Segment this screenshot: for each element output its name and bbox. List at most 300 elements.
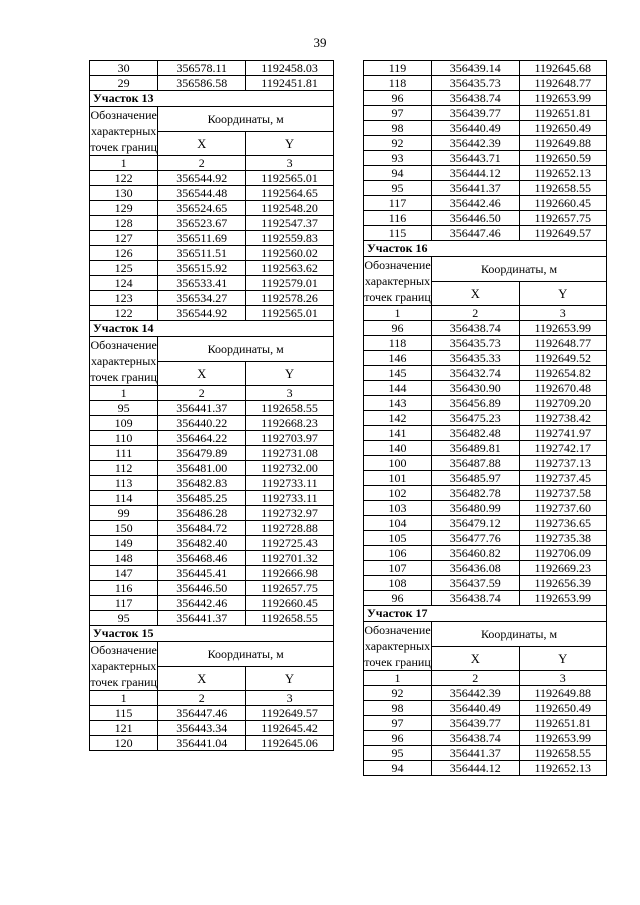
table-row	[90, 611, 334, 626]
table-row	[90, 581, 334, 596]
coordinate-y: 1192660.45	[246, 596, 334, 611]
page-number: 39	[313, 35, 327, 50]
column-number: 2	[432, 671, 519, 686]
table-row	[364, 456, 607, 471]
point-number: 98	[364, 701, 432, 716]
right-column	[363, 60, 607, 776]
header-point-designation: Обозначение характерных точек границ	[90, 643, 157, 689]
point-number: 92	[364, 136, 432, 151]
header-coordinates: Координаты, м	[432, 622, 607, 647]
coordinate-y: 1192657.75	[246, 581, 334, 596]
point-number: 144	[364, 381, 432, 396]
coordinate-x: 356515.92	[158, 261, 246, 276]
point-number: 129	[90, 201, 158, 216]
section-title-row	[90, 321, 334, 337]
point-number: 118	[364, 336, 432, 351]
header-row	[364, 257, 607, 282]
column-number: 2	[158, 156, 246, 171]
coordinate-x: 356477.76	[432, 531, 519, 546]
column-number: 3	[519, 671, 607, 686]
table-row	[364, 321, 607, 336]
table-row	[364, 701, 607, 716]
table-row	[364, 531, 607, 546]
point-number: 121	[90, 721, 158, 736]
point-number: 104	[364, 516, 432, 531]
column-number: 1	[364, 671, 432, 686]
coordinate-x: 356482.48	[432, 426, 519, 441]
column-number: 1	[90, 156, 158, 171]
coordinate-y: 1192547.37	[246, 216, 334, 231]
point-number: 122	[90, 306, 158, 321]
table-row	[90, 706, 334, 721]
coordinate-y: 1192731.08	[246, 446, 334, 461]
coordinate-x: 356442.39	[432, 686, 519, 701]
point-number: 141	[364, 426, 432, 441]
header-y: Y	[246, 667, 334, 691]
point-number: 106	[364, 546, 432, 561]
section-title-row	[364, 241, 607, 257]
point-number: 112	[90, 461, 158, 476]
column-number-row	[90, 156, 334, 171]
coordinate-y: 1192658.55	[246, 611, 334, 626]
header-coordinates: Координаты, м	[158, 642, 334, 667]
coordinate-y: 1192565.01	[246, 306, 334, 321]
coordinate-x: 356482.78	[432, 486, 519, 501]
coordinate-y: 1192656.39	[519, 576, 607, 591]
point-number: 128	[90, 216, 158, 231]
section-title-row	[90, 91, 334, 107]
table-row	[364, 196, 607, 211]
coordinate-y: 1192737.58	[519, 486, 607, 501]
coordinate-y: 1192741.97	[519, 426, 607, 441]
point-number: 94	[364, 166, 432, 181]
header-point-designation: Обозначение характерных точек границ	[90, 108, 157, 154]
coordinate-y: 1192651.81	[519, 106, 607, 121]
coordinate-y: 1192709.20	[519, 396, 607, 411]
table-row	[364, 746, 607, 761]
coordinate-x: 356464.22	[158, 431, 246, 446]
coordinate-x: 356443.71	[432, 151, 519, 166]
point-number: 118	[364, 76, 432, 91]
table-row	[364, 336, 607, 351]
table-row	[90, 596, 334, 611]
column-number-row	[90, 386, 334, 401]
coordinate-x: 356446.50	[432, 211, 519, 226]
table-row	[90, 186, 334, 201]
coordinate-x: 356435.73	[432, 76, 519, 91]
table-row	[364, 426, 607, 441]
coordinate-x: 356578.11	[158, 61, 246, 76]
coordinate-y: 1192564.65	[246, 186, 334, 201]
coordinate-y: 1192649.88	[519, 136, 607, 151]
table-row	[90, 76, 334, 91]
coordinate-y: 1192736.65	[519, 516, 607, 531]
table-row	[90, 231, 334, 246]
coordinate-y: 1192706.09	[519, 546, 607, 561]
coordinate-y: 1192652.13	[519, 761, 607, 776]
coordinate-y: 1192658.55	[519, 181, 607, 196]
coordinate-y: 1192703.97	[246, 431, 334, 446]
table-row	[90, 446, 334, 461]
point-number: 126	[90, 246, 158, 261]
coordinate-y: 1192548.20	[246, 201, 334, 216]
coordinate-y: 1192701.32	[246, 551, 334, 566]
coordinate-y: 1192728.88	[246, 521, 334, 536]
column-number: 2	[432, 306, 519, 321]
coordinate-y: 1192658.55	[519, 746, 607, 761]
coordinate-x: 356534.27	[158, 291, 246, 306]
table-row	[364, 441, 607, 456]
coordinate-x: 356511.51	[158, 246, 246, 261]
coordinate-x: 356511.69	[158, 231, 246, 246]
table-row	[90, 506, 334, 521]
column-number: 2	[158, 691, 246, 706]
coordinate-y: 1192653.99	[519, 91, 607, 106]
point-number: 95	[90, 611, 158, 626]
coordinate-x: 356533.41	[158, 276, 246, 291]
coordinate-y: 1192653.99	[519, 731, 607, 746]
table-row	[90, 551, 334, 566]
table-row	[90, 491, 334, 506]
point-number: 115	[364, 226, 432, 241]
coordinate-y: 1192660.45	[519, 196, 607, 211]
coordinate-x: 356437.59	[432, 576, 519, 591]
section-title-row	[364, 606, 607, 622]
coordinate-x: 356456.89	[432, 396, 519, 411]
point-number: 113	[90, 476, 158, 491]
table-row	[364, 166, 607, 181]
coordinate-x: 356442.46	[158, 596, 246, 611]
point-number: 122	[90, 171, 158, 186]
point-number: 95	[364, 746, 432, 761]
coordinate-x: 356446.50	[158, 581, 246, 596]
coordinate-x: 356480.99	[432, 501, 519, 516]
point-number: 116	[90, 581, 158, 596]
table-row	[364, 351, 607, 366]
left-column	[89, 60, 334, 751]
header-point-designation: Обозначение характерных точек границ	[364, 258, 431, 304]
point-number: 107	[364, 561, 432, 576]
header-row	[364, 622, 607, 647]
table-row	[364, 61, 607, 76]
point-number: 127	[90, 231, 158, 246]
coordinate-y: 1192649.57	[246, 706, 334, 721]
table-row	[90, 216, 334, 231]
coordinate-y: 1192559.83	[246, 231, 334, 246]
coordinate-x: 356440.22	[158, 416, 246, 431]
point-number: 96	[364, 731, 432, 746]
column-number-row	[364, 671, 607, 686]
header-coordinates: Координаты, м	[158, 107, 334, 132]
coordinate-y: 1192651.81	[519, 716, 607, 731]
point-number: 143	[364, 396, 432, 411]
table-row	[364, 366, 607, 381]
coordinate-y: 1192733.11	[246, 476, 334, 491]
point-number: 95	[90, 401, 158, 416]
coordinate-x: 356523.67	[158, 216, 246, 231]
coordinate-y: 1192563.62	[246, 261, 334, 276]
point-number: 98	[364, 121, 432, 136]
table-row	[364, 91, 607, 106]
table-row	[364, 591, 607, 606]
point-number: 142	[364, 411, 432, 426]
point-number: 124	[90, 276, 158, 291]
header-coordinates: Координаты, м	[432, 257, 607, 282]
table-row	[364, 411, 607, 426]
coordinate-x: 356586.58	[158, 76, 246, 91]
table-row	[90, 521, 334, 536]
coordinate-x: 356438.74	[432, 91, 519, 106]
table-row	[364, 211, 607, 226]
coordinate-x: 356481.00	[158, 461, 246, 476]
point-number: 148	[90, 551, 158, 566]
point-number: 96	[364, 91, 432, 106]
table-row	[364, 136, 607, 151]
coordinate-x: 356485.97	[432, 471, 519, 486]
coordinate-x: 356475.23	[432, 411, 519, 426]
header-x: X	[432, 282, 519, 306]
point-number: 150	[90, 521, 158, 536]
coordinate-y: 1192565.01	[246, 171, 334, 186]
coordinate-y: 1192737.45	[519, 471, 607, 486]
coordinate-y: 1192735.38	[519, 531, 607, 546]
coordinate-x: 356439.77	[432, 106, 519, 121]
coordinate-x: 356438.74	[432, 321, 519, 336]
table-row	[90, 476, 334, 491]
coordinate-y: 1192725.43	[246, 536, 334, 551]
coordinate-y: 1192737.13	[519, 456, 607, 471]
point-number: 109	[90, 416, 158, 431]
point-number: 117	[364, 196, 432, 211]
coordinate-x: 356479.89	[158, 446, 246, 461]
header-point-designation: Обозначение характерных точек границ	[364, 623, 431, 669]
coordinate-x: 356442.46	[432, 196, 519, 211]
table-row	[364, 181, 607, 196]
header-row	[90, 337, 334, 362]
coordinate-y: 1192737.60	[519, 501, 607, 516]
point-number: 96	[364, 321, 432, 336]
coordinate-x: 356441.37	[158, 401, 246, 416]
point-number: 123	[90, 291, 158, 306]
coordinate-x: 356444.12	[432, 166, 519, 181]
coordinate-y: 1192560.02	[246, 246, 334, 261]
coordinate-x: 356524.65	[158, 201, 246, 216]
point-number: 114	[90, 491, 158, 506]
section-title-row	[90, 626, 334, 642]
table-row	[364, 151, 607, 166]
table-row	[364, 561, 607, 576]
table-row	[364, 546, 607, 561]
coordinate-x: 356436.08	[432, 561, 519, 576]
point-number: 97	[364, 106, 432, 121]
coordinate-x: 356460.82	[432, 546, 519, 561]
column-number: 3	[246, 691, 334, 706]
coordinate-y: 1192579.01	[246, 276, 334, 291]
point-number: 130	[90, 186, 158, 201]
table-row	[90, 276, 334, 291]
coordinate-y: 1192733.11	[246, 491, 334, 506]
point-number: 117	[90, 596, 158, 611]
table-row	[364, 716, 607, 731]
coordinate-x: 356544.48	[158, 186, 246, 201]
coordinate-x: 356489.81	[432, 441, 519, 456]
table-row	[90, 461, 334, 476]
coordinate-x: 356468.46	[158, 551, 246, 566]
coordinate-x: 356441.37	[432, 181, 519, 196]
coordinate-x: 356447.46	[158, 706, 246, 721]
point-number: 97	[364, 716, 432, 731]
coordinate-x: 356442.39	[432, 136, 519, 151]
table-row	[90, 171, 334, 186]
coordinate-y: 1192649.52	[519, 351, 607, 366]
coordinate-y: 1192668.23	[246, 416, 334, 431]
coordinate-y: 1192650.49	[519, 701, 607, 716]
coordinate-x: 356439.14	[432, 61, 519, 76]
table-row	[90, 201, 334, 216]
coordinate-y: 1192666.98	[246, 566, 334, 581]
header-x: X	[158, 362, 246, 386]
coordinate-y: 1192653.99	[519, 321, 607, 336]
table-row	[364, 106, 607, 121]
coordinate-x: 356440.49	[432, 121, 519, 136]
coordinate-y: 1192652.13	[519, 166, 607, 181]
point-number: 110	[90, 431, 158, 446]
column-number: 3	[519, 306, 607, 321]
coordinate-y: 1192738.42	[519, 411, 607, 426]
table-row	[90, 416, 334, 431]
point-number: 140	[364, 441, 432, 456]
coordinate-x: 356444.12	[432, 761, 519, 776]
column-number-row	[90, 691, 334, 706]
table-row	[364, 486, 607, 501]
coordinate-y: 1192670.48	[519, 381, 607, 396]
coordinate-x: 356485.25	[158, 491, 246, 506]
coordinate-y: 1192648.77	[519, 76, 607, 91]
coordinate-x: 356445.41	[158, 566, 246, 581]
point-number: 146	[364, 351, 432, 366]
coordinate-y: 1192742.17	[519, 441, 607, 456]
point-number: 115	[90, 706, 158, 721]
coordinate-y: 1192732.00	[246, 461, 334, 476]
header-point-designation: Обозначение характерных точек границ	[90, 338, 157, 384]
table-row	[90, 291, 334, 306]
point-number: 147	[90, 566, 158, 581]
header-y: Y	[246, 362, 334, 386]
table-row	[90, 736, 334, 751]
table-row	[364, 761, 607, 776]
table-row	[90, 306, 334, 321]
point-number: 29	[90, 76, 158, 91]
coordinate-x: 356440.49	[432, 701, 519, 716]
point-number: 149	[90, 536, 158, 551]
coordinate-x: 356432.74	[432, 366, 519, 381]
coordinate-y: 1192648.77	[519, 336, 607, 351]
point-number: 92	[364, 686, 432, 701]
column-number: 3	[246, 156, 334, 171]
coordinate-x: 356430.90	[432, 381, 519, 396]
table-row	[364, 381, 607, 396]
section-title: Участок 15	[90, 626, 334, 642]
point-number: 103	[364, 501, 432, 516]
column-number: 3	[246, 386, 334, 401]
coordinate-x: 356439.77	[432, 716, 519, 731]
coordinate-x: 356438.74	[432, 591, 519, 606]
column-number-row	[364, 306, 607, 321]
coordinate-y: 1192578.26	[246, 291, 334, 306]
coordinate-y: 1192451.81	[246, 76, 334, 91]
table-row	[90, 431, 334, 446]
column-number: 1	[90, 386, 158, 401]
coordinate-y: 1192645.42	[246, 721, 334, 736]
point-number: 116	[364, 211, 432, 226]
table-row	[90, 566, 334, 581]
header-x: X	[432, 647, 519, 671]
table-row	[90, 536, 334, 551]
coordinate-x: 356544.92	[158, 306, 246, 321]
table-row	[364, 516, 607, 531]
column-number: 1	[364, 306, 432, 321]
point-number: 100	[364, 456, 432, 471]
table-row	[364, 501, 607, 516]
table-row	[364, 576, 607, 591]
coordinate-y: 1192658.55	[246, 401, 334, 416]
coordinate-x: 356441.04	[158, 736, 246, 751]
coordinate-x: 356443.34	[158, 721, 246, 736]
section-title: Участок 13	[90, 91, 334, 107]
coordinate-y: 1192669.23	[519, 561, 607, 576]
header-x: X	[158, 132, 246, 156]
column-number: 2	[158, 386, 246, 401]
coordinate-y: 1192650.49	[519, 121, 607, 136]
coordinate-y: 1192649.88	[519, 686, 607, 701]
header-row	[90, 107, 334, 132]
header-y: Y	[519, 647, 607, 671]
point-number: 101	[364, 471, 432, 486]
table-row	[364, 731, 607, 746]
point-number: 102	[364, 486, 432, 501]
coordinate-x: 356544.92	[158, 171, 246, 186]
coordinate-x: 356438.74	[432, 731, 519, 746]
coordinate-x: 356447.46	[432, 226, 519, 241]
table-row	[364, 396, 607, 411]
coordinates-table-right	[363, 60, 607, 776]
coordinate-x: 356435.33	[432, 351, 519, 366]
point-number: 99	[90, 506, 158, 521]
point-number: 125	[90, 261, 158, 276]
coordinate-y: 1192654.82	[519, 366, 607, 381]
table-row	[364, 76, 607, 91]
coordinate-x: 356441.37	[432, 746, 519, 761]
coordinate-x: 356435.73	[432, 336, 519, 351]
coordinate-x: 356484.72	[158, 521, 246, 536]
section-title: Участок 17	[364, 606, 607, 622]
header-row	[90, 642, 334, 667]
coordinate-y: 1192653.99	[519, 591, 607, 606]
section-title: Участок 16	[364, 241, 607, 257]
coordinate-y: 1192645.68	[519, 61, 607, 76]
coordinate-y: 1192657.75	[519, 211, 607, 226]
point-number: 95	[364, 181, 432, 196]
coordinate-x: 356482.40	[158, 536, 246, 551]
header-y: Y	[519, 282, 607, 306]
table-row	[364, 686, 607, 701]
coordinate-y: 1192650.59	[519, 151, 607, 166]
point-number: 145	[364, 366, 432, 381]
point-number: 108	[364, 576, 432, 591]
point-number: 120	[90, 736, 158, 751]
point-number: 105	[364, 531, 432, 546]
table-row	[90, 401, 334, 416]
